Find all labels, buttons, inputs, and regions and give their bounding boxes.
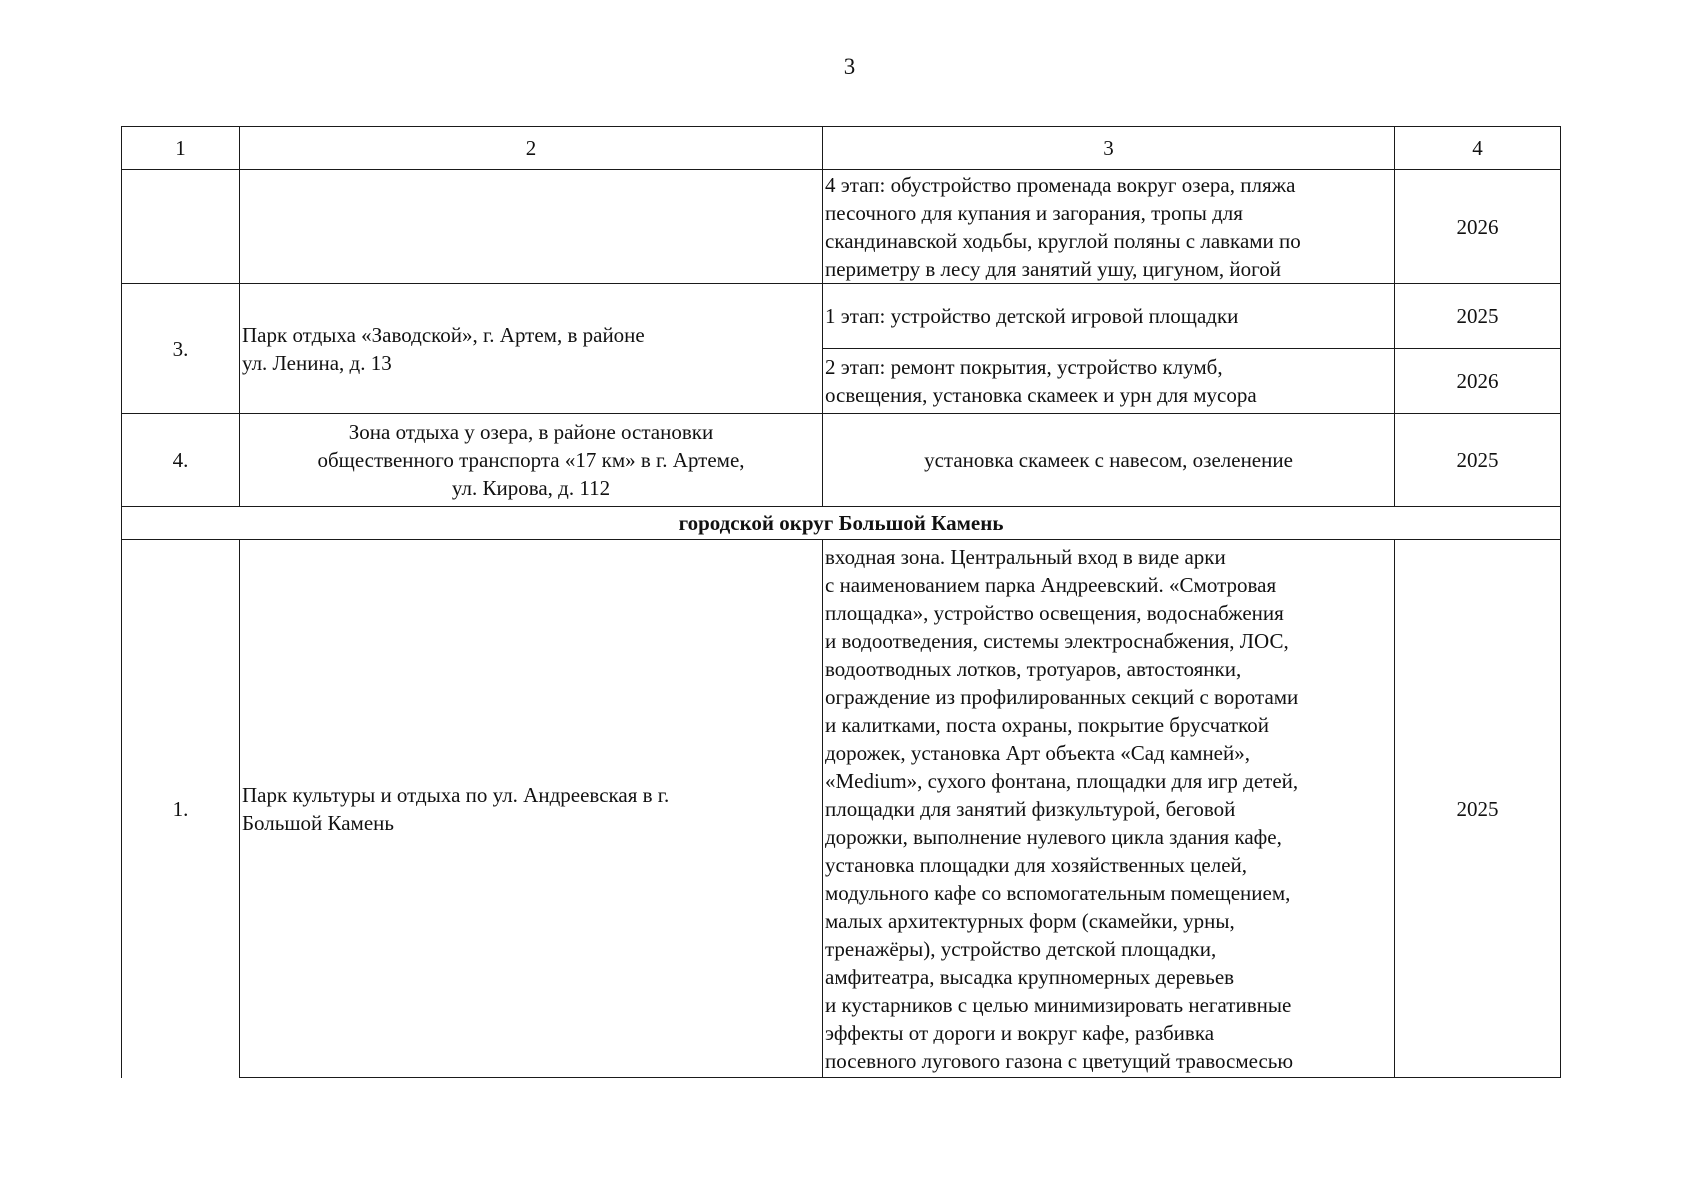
section-title: городской округ Большой Камень xyxy=(122,507,1561,540)
stage-description: 4 этап: обустройство променада вокруг озера, пляжа песочного для купания и загорания, тропы для скандинавской ходьбы, круглой поляны с лавками по периметру в лесу для занятий ушу, цигуном, йогой xyxy=(823,170,1395,284)
header-col-1: 1 xyxy=(122,127,240,170)
table-header-row xyxy=(122,127,1561,170)
stage-description: 1 этап: устройство детской игровой площадки xyxy=(823,284,1395,349)
stage-year: 2026 xyxy=(1395,349,1561,414)
table-row xyxy=(122,170,1561,284)
stage-description: установка скамеек с навесом, озеленение xyxy=(823,414,1395,507)
stage-year: 2025 xyxy=(1395,414,1561,507)
row-number xyxy=(122,170,240,284)
header-col-4: 4 xyxy=(1395,127,1561,170)
table-row xyxy=(122,284,1561,349)
row-number: 1. xyxy=(122,540,240,1078)
row-number: 3. xyxy=(122,284,240,414)
page-number: 3 xyxy=(843,54,856,79)
stage-year: 2025 xyxy=(1395,284,1561,349)
improvement-plan-table xyxy=(121,126,1561,1078)
header-col-3: 3 xyxy=(823,127,1395,170)
header-col-2: 2 xyxy=(240,127,823,170)
row-number: 4. xyxy=(122,414,240,507)
row-object xyxy=(240,170,823,284)
table-row xyxy=(122,540,1561,1078)
row-object: Парк отдыха «Заводской», г. Артем, в районе ул. Ленина, д. 13 xyxy=(240,284,823,414)
stage-year: 2025 xyxy=(1395,540,1561,1078)
row-object: Зона отдыха у озера, в районе остановки общественного транспорта «17 км» в г. Артеме, ул. Кирова, д. 112 xyxy=(240,414,823,507)
stage-description: входная зона. Центральный вход в виде арки с наименованием парка Андреевский. «Смотровая площадка», устройство освещения, водоснабжения и водоотведения, системы электроснабжения, ЛОС, водоотводных лотков, тротуаров, автостоянки, ограждение из профилированных секций с воротами и калитками, поста охраны, покрытие брусчаткой дорожек, установка Арт объекта «Сад камней», «Medium», сухого фонтана, площадки для игр детей, площадки для занятий физкультурой, беговой дорожки, выполнение нулевого цикла здания кафе, установка площадки для хозяйственных целей, модульного кафе со вспомогательным помещением, малых архитектурных форм (скамейки, урны, тренажёры), устройство детской площадки, амфитеатра, высадка крупномерных деревьев и кустарников с целью минимизировать негативные эффекты от дороги и вокруг кафе, разбивка посевного лугового газона с цветущий травосмесью xyxy=(823,540,1395,1078)
table-row xyxy=(122,414,1561,507)
stage-year: 2026 xyxy=(1395,170,1561,284)
stage-description: 2 этап: ремонт покрытия, устройство клумб, освещения, установка скамеек и урн для мусора xyxy=(823,349,1395,414)
section-header-row xyxy=(122,507,1561,540)
row-object: Парк культуры и отдыха по ул. Андреевская в г. Большой Камень xyxy=(240,540,823,1078)
